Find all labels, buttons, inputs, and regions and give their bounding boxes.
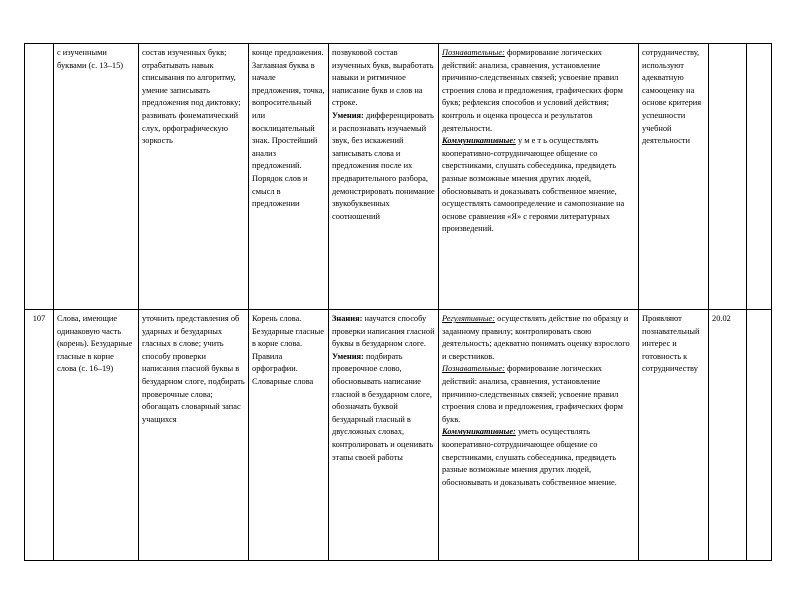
lesson-date-cell bbox=[709, 44, 747, 310]
uud-label: Коммуникативные: bbox=[442, 136, 516, 146]
skills-text: подбирать проверочное слово, обосновывать написание гласной в безударном слоге, обозначать буквой безударный гласный в двусложных словах, контролировать и оценивать этапы своей работы bbox=[332, 351, 434, 462]
uud-text: формирование логических действий: анализа, сравнения, установление причинно-следственных связей; усвоение правил строения слова и предложения, графических форм букв; рефлексия способов и условий действия; контроль и оценка процесса и результатов деятельности. bbox=[442, 48, 623, 133]
uud-text: осуществлять действие по образцу и заданному правилу; контролировать свою деятельность; адекватно понимать оценку взрослого и сверстников. bbox=[442, 314, 630, 361]
uud-label: Коммуникативные: bbox=[442, 427, 516, 437]
skills-text: дифференцировать и распознавать изучаемый звук, без искажений записывать слова и предложения после их предварительного разбора, демонстрировать понимание звукобуквенных соотношений bbox=[332, 110, 435, 221]
lesson-extra-cell bbox=[747, 310, 772, 561]
uud-text: у м е т ь осуществлять кооперативно-сотрудничающее общение со сверстниками, слушать собеседника, предвидеть разные возможные мнения других людей, обосновывать и доказывать собственное мнение, осуществлять самоопределение и самопознание на основе сравнения «Я» с героями литературных произведений. bbox=[442, 136, 625, 234]
table-row bbox=[25, 44, 772, 310]
lesson-number-cell bbox=[25, 44, 54, 310]
uud-text: формирование логических действий: анализа, сравнения, установление причинно-следственных связей; усвоение правил строения слова и предложения, графических форм букв. bbox=[442, 364, 623, 424]
uud-regulative bbox=[442, 313, 635, 363]
uud-cognitive bbox=[442, 47, 635, 135]
lesson-plan-table bbox=[24, 43, 772, 561]
uud-communicative bbox=[442, 426, 635, 489]
lesson-date-cell: 20.02 bbox=[709, 310, 747, 561]
lesson-theme-cell: с изученными буквами (с. 13–15) bbox=[54, 44, 139, 310]
knowledge-label: Знания: bbox=[332, 314, 363, 323]
lesson-number-cell: 107 bbox=[25, 310, 54, 561]
lesson-tasks-cell: состав изученных букв; отрабатывать навык списывания по алгоритму, умение записывать предложения под диктовку; развивать фонематический слух, орфографическую зоркость bbox=[139, 44, 249, 310]
lesson-outcomes-cell bbox=[329, 310, 439, 561]
uud-text: уметь осуществлять кооперативно-сотрудничающее общение со сверстниками, слушать собеседника, предвидеть разные возможные мнения других людей, обосновывать и доказывать собственное мнение. bbox=[442, 427, 617, 487]
table-row bbox=[25, 310, 772, 561]
uud-label: Познавательные: bbox=[442, 364, 505, 374]
skills-label: Умения: bbox=[332, 110, 364, 120]
lesson-theme-cell: Слова, имеющие одинаковую часть (корень). Безударные гласные в корне слова (с. 16–19) bbox=[54, 310, 139, 561]
uud-label: Регулятивные: bbox=[442, 314, 496, 323]
skills-label: Умения: bbox=[332, 351, 364, 361]
uud-label: Познавательные: bbox=[442, 48, 505, 57]
lesson-personal-cell: сотрудничеству, используют адекватную самооценку на основе критерия успешности учебной деятельности bbox=[639, 44, 709, 310]
knowledge-text: позвуковой состав изученных букв, выработать навыки и ритмичное написание букв и слов на строке. bbox=[332, 48, 434, 108]
lesson-uud-cell bbox=[439, 310, 639, 561]
uud-cognitive bbox=[442, 363, 635, 426]
lesson-uud-cell bbox=[439, 44, 639, 310]
lesson-outcomes-cell bbox=[329, 44, 439, 310]
lesson-extra-cell bbox=[747, 44, 772, 310]
lesson-concepts-cell: конце предложения. Заглавная буква в начале предложения, точка, вопросительный или восклицательный знак. Простейший анализ предложений. Порядок слов и смысл в предложении bbox=[249, 44, 329, 310]
lesson-tasks-cell: уточнить представления об ударных и безударных гласных в слове; учить способу проверки написания гласной буквы в безударном слоге, подбирать проверочные слова; обогащать словарный запас учащихся bbox=[139, 310, 249, 561]
uud-communicative bbox=[442, 135, 635, 236]
lesson-concepts-cell: Корень слова. Безударные гласные в корне слова. Правила орфографии. Словарные слова bbox=[249, 310, 329, 561]
lesson-personal-cell: Проявляют познавательный интерес и готовность к сотрудничеству bbox=[639, 310, 709, 561]
knowledge-text: научатся способу проверки написания гласной буквы в безударном слоге. bbox=[332, 314, 435, 349]
